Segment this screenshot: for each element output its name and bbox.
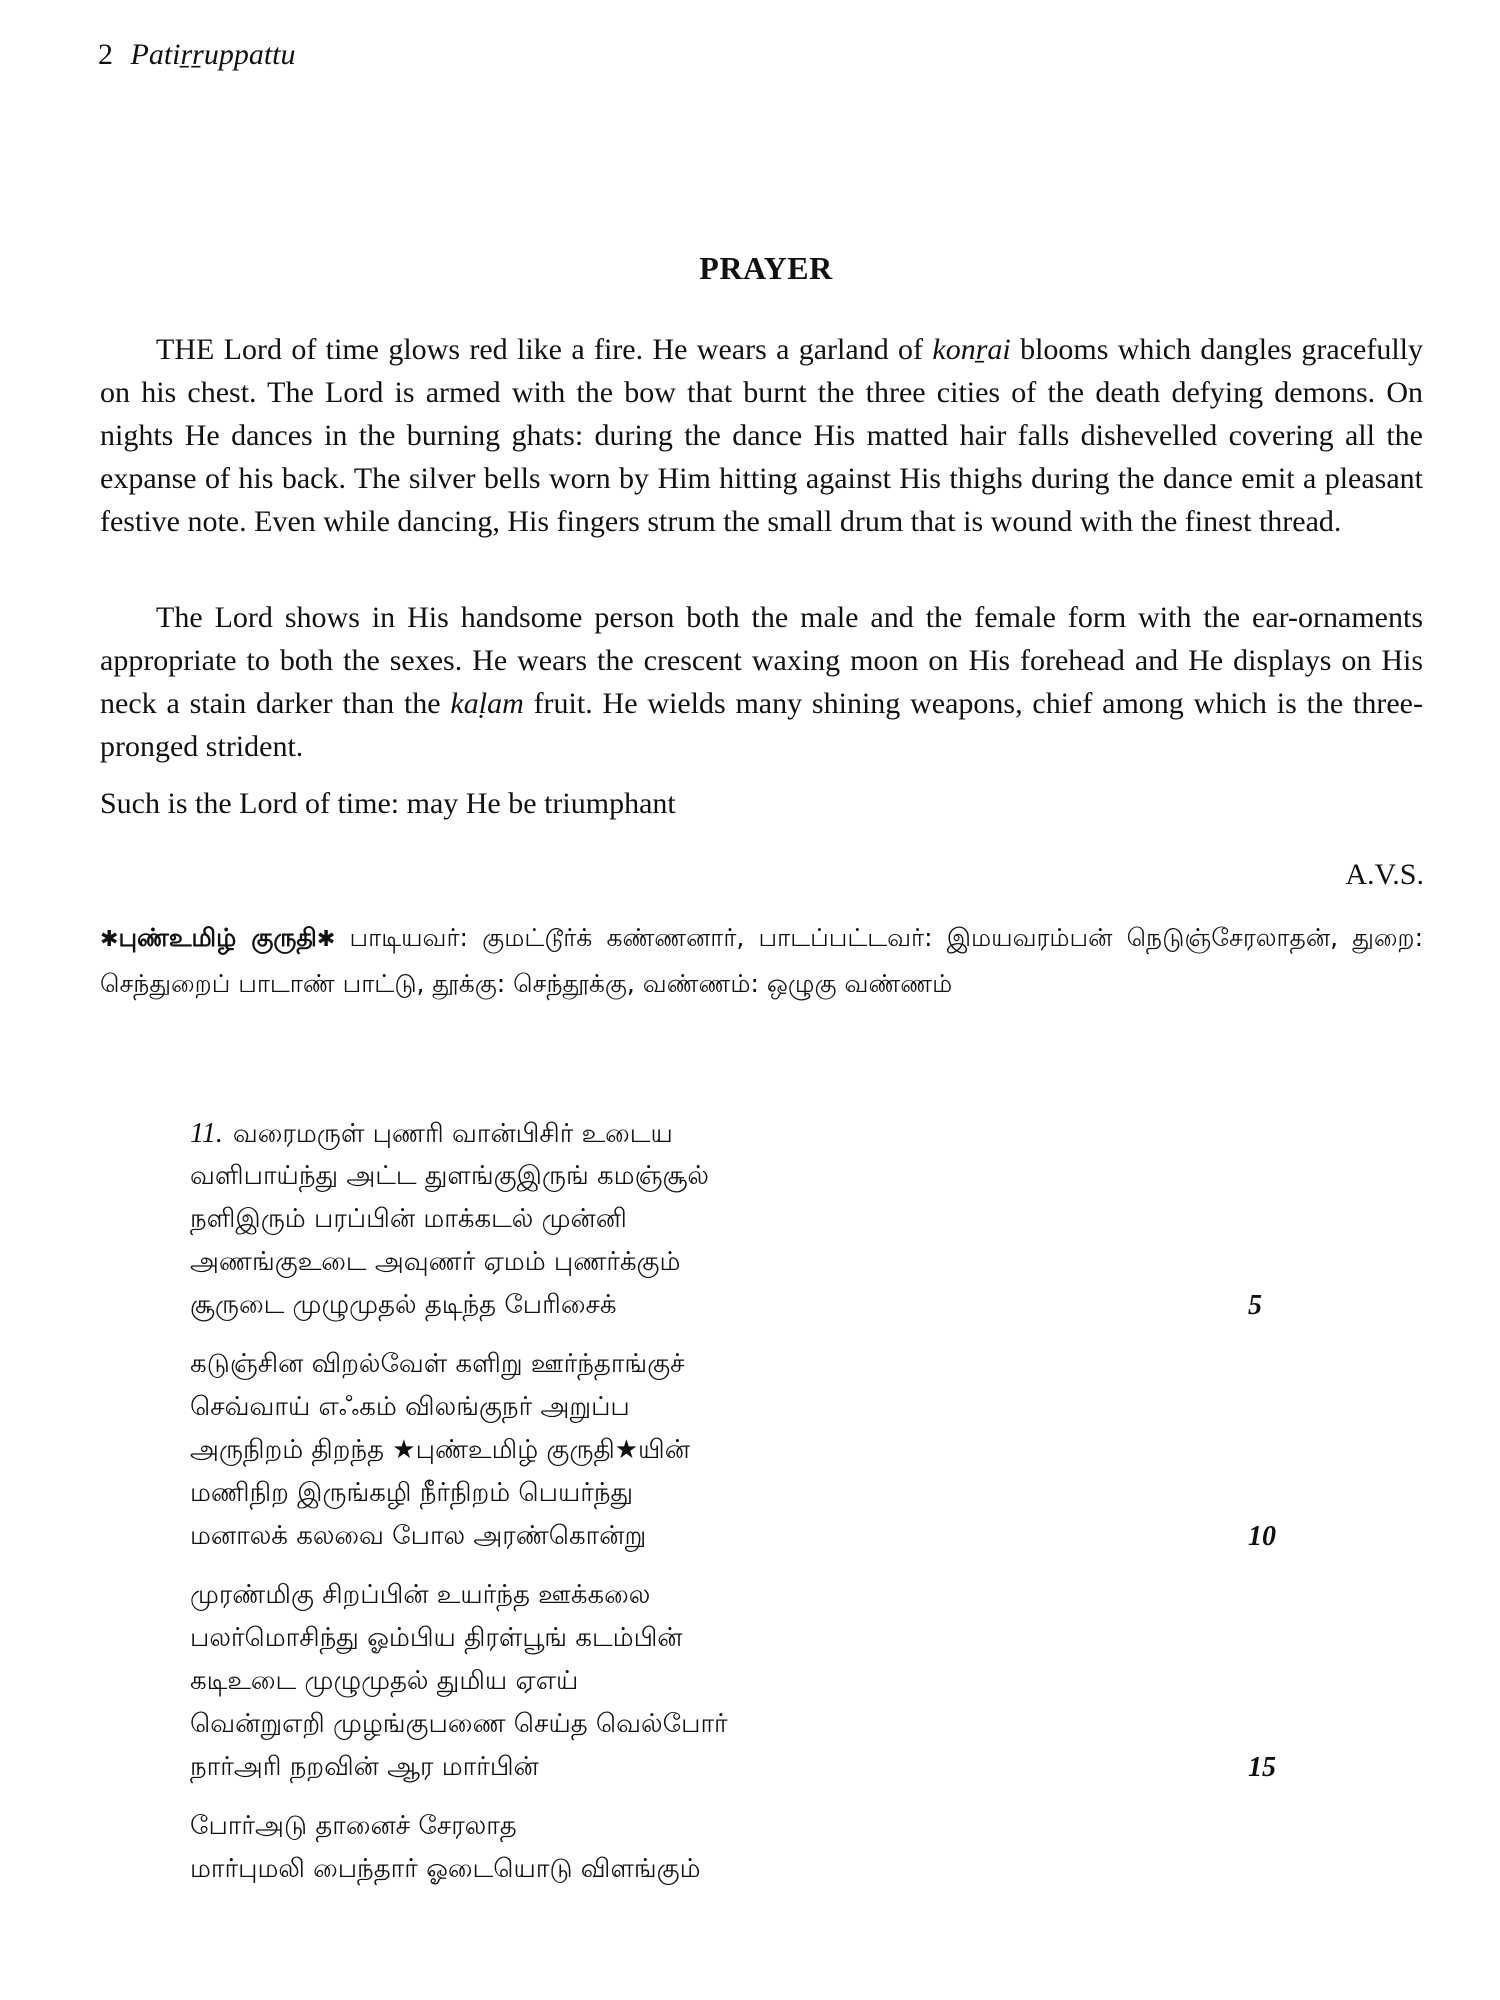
stanza	[190, 1343, 1290, 1558]
stanza	[190, 1574, 1290, 1789]
verse-text: போர்அடு தானைச் சேரலாத	[190, 1811, 517, 1841]
verse-line	[190, 1660, 1290, 1703]
verse-text: நளிஇரும் பரப்பின் மாக்கடல் முன்னி	[190, 1204, 627, 1234]
paragraph-text: The Lord shows in His handsome person both the male and the female form with the ear-ornaments appropriate to both the sexes. He wears the crescent waxing moon on His forehead and He displays on His neck a stain darker than the	[100, 601, 1423, 720]
colophon-heading: புண்உமிழ் குருதி	[118, 923, 317, 952]
tamil-verses	[190, 1112, 1290, 1907]
verse-text: அருநிறம் திறந்த ★புண்உமிழ் குருதி★யின்	[190, 1435, 690, 1465]
verse-line	[190, 1805, 1290, 1848]
verse-line	[190, 1241, 1290, 1284]
line-number: 5	[1248, 1290, 1262, 1321]
verse-line	[190, 1155, 1290, 1198]
section-title: PRAYER	[699, 250, 833, 286]
verse-text: வளிபாய்ந்து அட்ட துளங்குஇருங் கமஞ்சூல்	[190, 1161, 709, 1191]
paragraph-text: fruit. He wields many shining weapons, chief among which is the three-pronged strident.	[100, 687, 1423, 763]
colophon-text: பாடியவர்: குமட்டூர்க் கண்ணனார், பாடப்பட்டவர்: இமயவரம்பன் நெடுஞ்சேரலாதன், துறை: செந்துறைப் பாடாண் பாட்டு, தூக்கு: செந்தூக்கு, வண்ணம்: ஒழுகு வண்ணம்	[100, 923, 1423, 998]
line-number: 10	[1248, 1521, 1276, 1552]
line-number: 15	[1248, 1752, 1276, 1783]
verse-text: மனாலக் கலவை போல அரண்கொன்று	[190, 1521, 647, 1551]
verse-text: அணங்குஉடை அவுணர் ஏமம் புணர்க்கும்	[190, 1247, 681, 1277]
prayer-paragraph-2	[100, 596, 1423, 768]
verse-line	[190, 1386, 1290, 1429]
page-number: 2	[98, 38, 113, 71]
verse-line	[190, 1429, 1290, 1472]
verse-line	[190, 1746, 1290, 1789]
verse-line	[190, 1703, 1290, 1746]
verse-line	[190, 1198, 1290, 1241]
asterisk-icon: ✱	[100, 927, 119, 952]
verse-number: 11.	[190, 1118, 223, 1149]
verse-line	[190, 1343, 1290, 1386]
verse-text: கடிஉடை முழுமுதல் துமிய ஏஎய்	[190, 1666, 579, 1696]
paragraph-text: THE Lord of time glows red like a fire. He wears a garland of	[156, 333, 933, 366]
verse-line	[190, 1574, 1290, 1617]
stanza	[190, 1112, 1290, 1327]
italic-term: kaḷam	[450, 687, 524, 720]
paragraph-text: blooms which dangles gracefully on his chest. The Lord is armed with the bow that burnt the three cities of the death defying demons. On nights He dances in the burning ghats: during the dance His matted hair falls dishevelled covering all the expanse of his back. The silver bells worn by Him hitting against His thighs during the dance emit a pleasant festive note. Even while dancing, His fingers strum the small drum that is wound with the finest thread.	[100, 333, 1423, 538]
book-title: Patiṟṟuppattu	[130, 38, 296, 71]
verse-line	[190, 1472, 1290, 1515]
author-initials: A.V.S.	[1345, 858, 1424, 891]
stanza	[190, 1805, 1290, 1891]
verse-text: மணிநிற இருங்கழி நீர்நிறம் பெயர்ந்து	[190, 1478, 634, 1508]
verse-text: கடுஞ்சின விறல்வேள் களிறு ஊர்ந்தாங்குச்	[190, 1349, 685, 1379]
prayer-paragraph-1	[100, 328, 1423, 543]
verse-text: சூருடை முழுமுதல் தடிந்த பேரிசைக்	[190, 1290, 617, 1320]
tamil-colophon	[100, 916, 1423, 1006]
prayer-paragraph-3: Such is the Lord of time: may He be triumphant	[100, 787, 676, 820]
verse-text: நார்அரி நறவின் ஆர மார்பின்	[190, 1752, 539, 1782]
verse-text: முரண்மிகு சிறப்பின் உயர்ந்த ஊக்கலை	[190, 1580, 651, 1610]
verse-line	[190, 1515, 1290, 1558]
verse-line	[190, 1617, 1290, 1660]
verse-line	[190, 1112, 1290, 1155]
verse-text: வரைமருள் புணரி வான்பிசிர் உடைய	[232, 1119, 673, 1149]
italic-term: konṟai	[932, 333, 1011, 366]
verse-line	[190, 1848, 1290, 1891]
verse-line	[190, 1284, 1290, 1327]
verse-text: மார்புமலி பைந்தார் ஓடையொடு விளங்கும்	[190, 1854, 701, 1884]
verse-text: வென்றுஎறி முழங்குபணை செய்த வெல்போர்	[190, 1709, 728, 1739]
verse-text: பலர்மொசிந்து ஓம்பிய திரள்பூங் கடம்பின்	[190, 1623, 683, 1653]
verse-text: செவ்வாய் எஃகம் விலங்குநர் அறுப்ப	[190, 1392, 630, 1422]
running-head	[98, 38, 296, 72]
asterisk-icon: ✱	[316, 927, 336, 952]
